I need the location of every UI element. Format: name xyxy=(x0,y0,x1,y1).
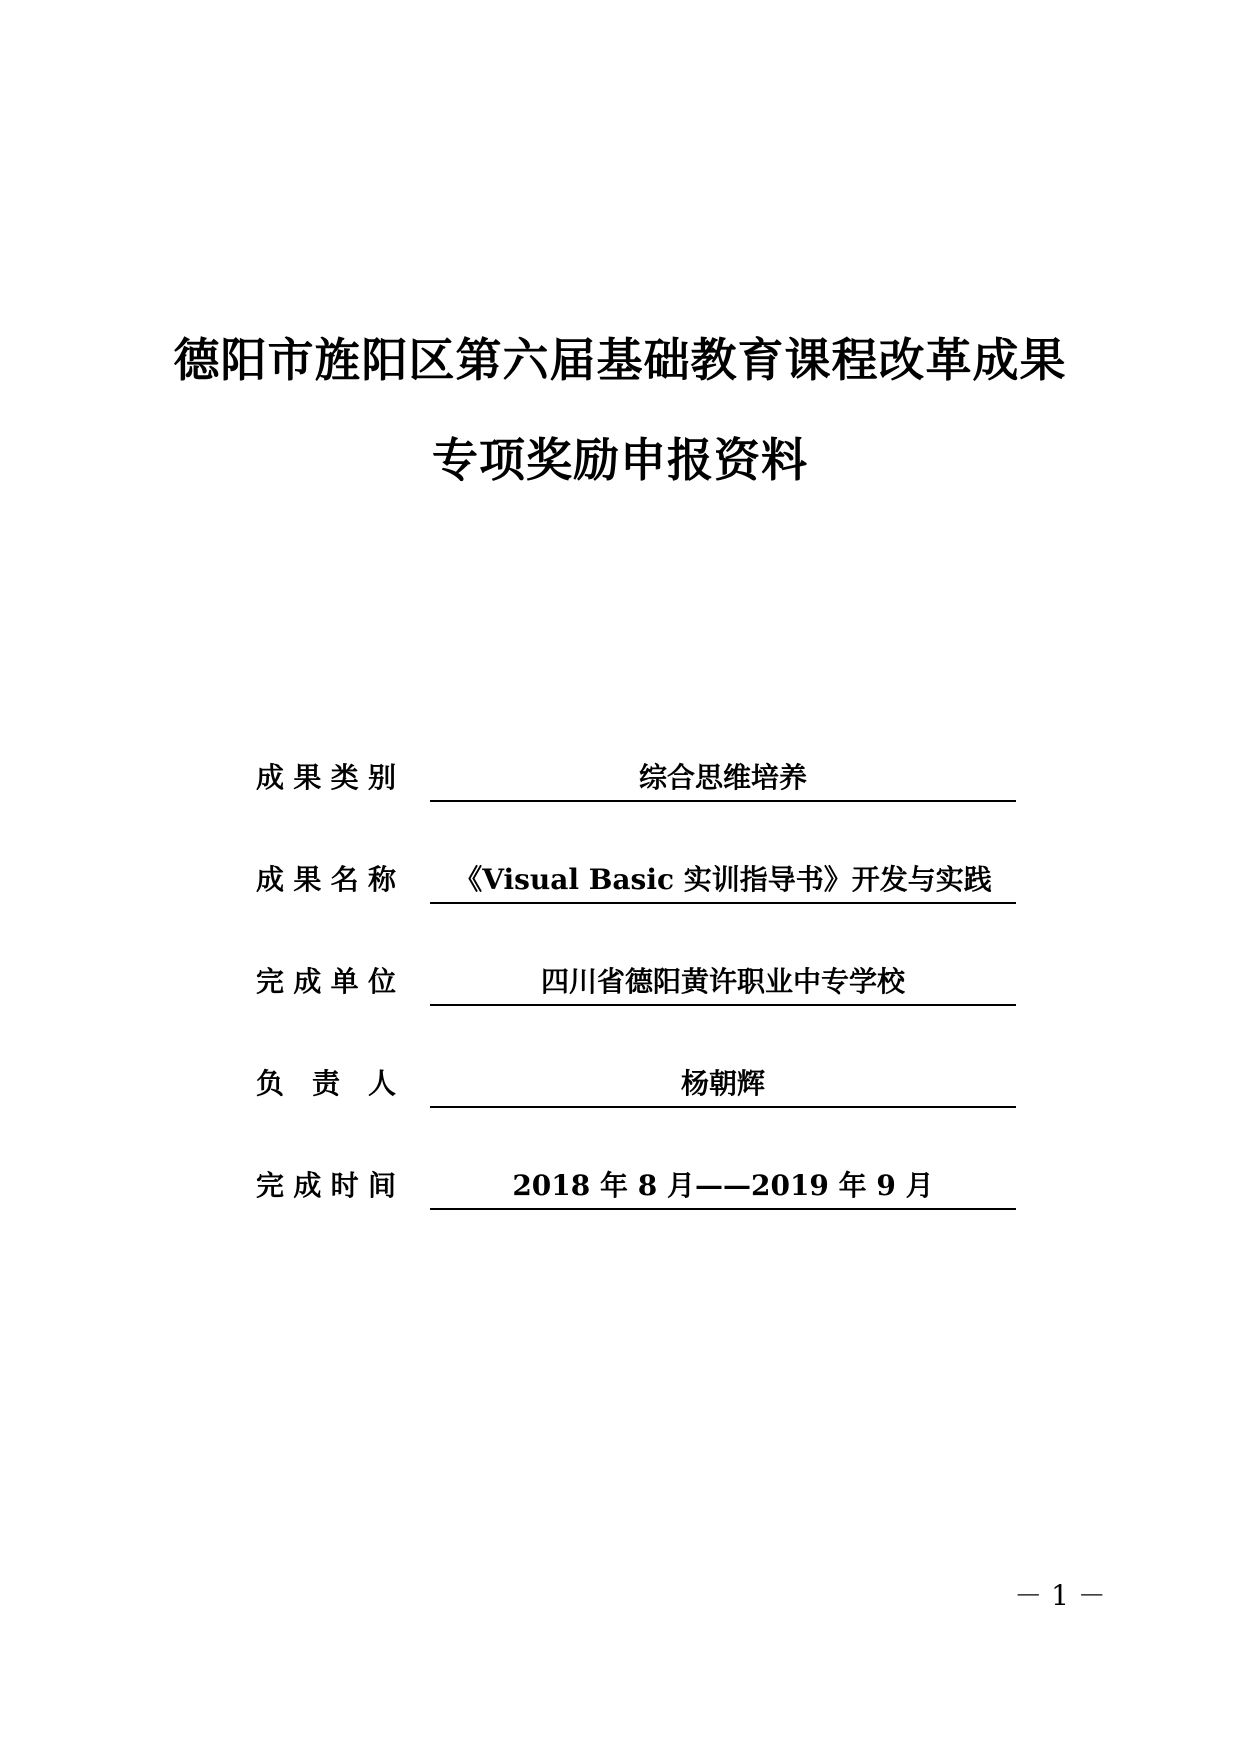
field-line-leader xyxy=(430,1064,1016,1108)
title-line-1: 德阳市旌阳区第六届基础教育课程改革成果 xyxy=(173,333,1067,387)
field-row-unit xyxy=(256,944,1016,1046)
field-line-name xyxy=(430,860,1016,904)
field-label-leader: 负责人 xyxy=(256,1067,396,1100)
field-value-leader: 杨朝辉 xyxy=(680,1067,765,1100)
page-number: － 1 － xyxy=(1014,1579,1106,1612)
field-value-time: 2018 年 8 月——2019 年 9 月 xyxy=(512,1169,934,1202)
field-label-name: 成果名称 xyxy=(256,863,396,896)
field-row-time xyxy=(256,1148,1016,1250)
field-label-time: 完成时间 xyxy=(256,1169,396,1202)
field-label-category: 成果类别 xyxy=(256,761,396,794)
field-line-time xyxy=(430,1166,1016,1210)
field-line-unit xyxy=(430,962,1016,1006)
title-line-2: 专项奖励申报资料 xyxy=(432,433,808,487)
field-value-name: 《Visual Basic 实训指导书》开发与实践 xyxy=(454,863,992,896)
field-line-category xyxy=(430,758,1016,802)
field-row-name xyxy=(256,842,1016,944)
field-row-leader xyxy=(256,1046,1016,1148)
application-info-table xyxy=(256,740,1016,1250)
field-label-unit: 完成单位 xyxy=(256,965,396,998)
field-value-category: 综合思维培养 xyxy=(638,761,807,794)
field-row-category xyxy=(256,740,1016,842)
document-title xyxy=(0,330,1240,490)
field-value-unit: 四川省德阳黄许职业中专学校 xyxy=(540,965,905,998)
